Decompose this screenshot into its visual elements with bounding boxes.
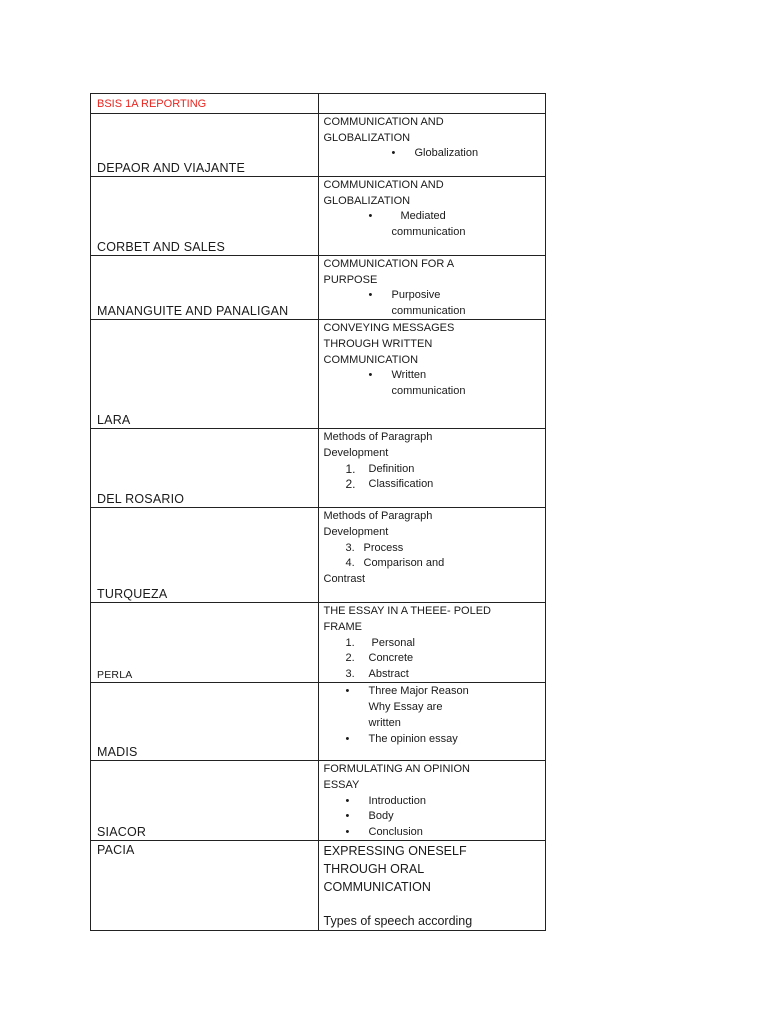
topic-cell — [318, 114, 546, 177]
bullet-marker: • — [345, 685, 350, 698]
topic-heading-line: FRAME — [323, 620, 362, 633]
list-item-text: Classification — [368, 478, 434, 491]
list-item-text: Personal — [371, 636, 415, 649]
topic-cell — [318, 177, 546, 256]
topic-heading-line: PURPOSE — [323, 273, 378, 286]
list-item-text — [369, 684, 540, 731]
topic-cell — [318, 429, 546, 508]
table-row — [91, 508, 546, 603]
topic-heading-line: THROUGH ORAL — [323, 862, 425, 877]
topic-heading-line: COMMUNICATION FOR A — [323, 258, 455, 270]
topic-heading-line: COMMUNICATION AND — [323, 116, 444, 128]
reporter-name: TURQUEZA — [91, 508, 319, 603]
list-item-text — [392, 288, 540, 319]
table-row — [91, 320, 546, 429]
list-item — [324, 667, 540, 683]
list-item — [324, 288, 540, 319]
list-item-line: Purposive — [391, 289, 441, 302]
table-row — [91, 177, 546, 256]
topic-heading-line: FORMULATING AN OPINION — [323, 763, 470, 776]
topic-cell — [318, 603, 546, 683]
list-item — [324, 809, 540, 825]
list-item — [324, 651, 540, 667]
list-item-line: written — [368, 716, 401, 729]
list-item-text — [392, 368, 540, 399]
bullet-marker: • — [345, 825, 350, 838]
reporting-table — [90, 93, 546, 931]
topic-heading-line: Methods of Paragraph — [323, 510, 433, 523]
list-number: 4. — [345, 557, 355, 570]
topic-heading-line: Development — [323, 446, 389, 459]
reporter-name: PACIA — [91, 841, 319, 931]
reporter-name: PERLA — [91, 603, 319, 683]
reporter-name: DEPAOR AND VIAJANTE — [91, 114, 319, 177]
topic-cell — [318, 320, 546, 429]
list-item-text: Concrete — [368, 652, 414, 665]
list-item-text: Abstract — [368, 667, 409, 680]
reporter-name: DEL ROSARIO — [91, 429, 319, 508]
list-number: 1. — [345, 461, 356, 476]
list-item-text: The opinion essay — [368, 733, 458, 746]
table-row — [91, 603, 546, 683]
bullet-marker: • — [345, 794, 350, 807]
topic-heading-line: THE ESSAY IN A THEEE- POLED — [323, 605, 492, 618]
bullet-marker: • — [368, 289, 373, 302]
table-row — [91, 683, 546, 761]
list-item-text: Body — [368, 810, 394, 823]
reporter-name: MANANGUITE AND PANALIGAN — [91, 256, 319, 320]
table-row — [91, 761, 546, 841]
topic-heading-line: Methods of Paragraph — [323, 431, 433, 444]
list-item — [324, 477, 540, 493]
list-item-text: Definition — [368, 462, 415, 475]
list-item-line: communication — [391, 304, 466, 317]
list-item-line: Mediated — [400, 210, 446, 223]
bullet-marker: • — [345, 733, 350, 746]
list-item — [324, 146, 540, 162]
bullet-marker: • — [391, 147, 396, 160]
list-item-line: communication — [391, 384, 466, 397]
topic-heading-line: GLOBALIZATION — [323, 194, 411, 207]
table-row — [91, 841, 546, 931]
list-item — [324, 541, 540, 557]
topic-cell — [318, 841, 546, 931]
list-item-line: Written — [391, 369, 427, 382]
topic-heading-line: Development — [323, 525, 389, 538]
list-number: 3. — [345, 667, 355, 680]
list-item-text: Introduction — [368, 794, 426, 807]
table-row — [91, 256, 546, 320]
topic-heading-line: COMMUNICATION — [323, 353, 419, 366]
empty-header-cell — [318, 94, 546, 114]
table-title: BSIS 1A REPORTING — [91, 94, 319, 114]
list-item-line: Three Major Reason — [368, 685, 469, 698]
bullet-marker: • — [345, 810, 350, 823]
table-row — [91, 114, 546, 177]
list-continuation: Contrast — [323, 572, 366, 585]
reporter-name: LARA — [91, 320, 319, 429]
list-item — [324, 556, 540, 572]
topic-cell — [318, 508, 546, 603]
list-item-text — [392, 209, 540, 240]
list-item — [324, 462, 540, 478]
reporter-name: MADIS — [91, 683, 319, 761]
reporter-name: CORBET AND SALES — [91, 177, 319, 256]
list-item — [324, 368, 540, 399]
list-item-text: Conclusion — [368, 825, 423, 838]
table-header-row — [91, 94, 546, 114]
list-number: 2. — [345, 652, 355, 665]
topic-subheading: Types of speech according — [323, 914, 473, 929]
list-number: 1. — [345, 636, 355, 649]
list-item-text: Globalization — [414, 147, 479, 160]
list-number: 3. — [345, 541, 355, 554]
topic-heading-line: GLOBALIZATION — [323, 131, 411, 144]
topic-cell — [318, 256, 546, 320]
topic-cell — [318, 761, 546, 841]
bullet-marker: • — [368, 210, 373, 223]
list-number: 2. — [345, 477, 356, 492]
topic-heading-line: EXPRESSING ONESELF — [323, 844, 467, 859]
paragraph-gap — [324, 896, 540, 912]
topic-heading-line: COMMUNICATION — [323, 880, 431, 895]
topic-heading-line: THROUGH WRITTEN — [323, 337, 433, 350]
topic-heading-line: ESSAY — [323, 778, 360, 791]
list-item-text: Process — [363, 541, 404, 554]
list-item — [324, 794, 540, 810]
table-row — [91, 429, 546, 508]
bullet-marker: • — [368, 369, 373, 382]
list-item-text: Comparison and — [363, 557, 445, 570]
list-item — [324, 732, 540, 748]
list-item — [324, 209, 540, 240]
list-item-line: communication — [391, 225, 466, 238]
reporter-name: SIACOR — [91, 761, 319, 841]
list-item — [324, 684, 540, 731]
list-item — [324, 825, 540, 841]
topic-heading-line: CONVEYING MESSAGES — [323, 322, 455, 335]
topic-heading-line: COMMUNICATION AND — [323, 179, 444, 191]
list-item-line: Why Essay are — [368, 700, 443, 713]
topic-cell — [318, 683, 546, 761]
list-item — [324, 636, 540, 652]
